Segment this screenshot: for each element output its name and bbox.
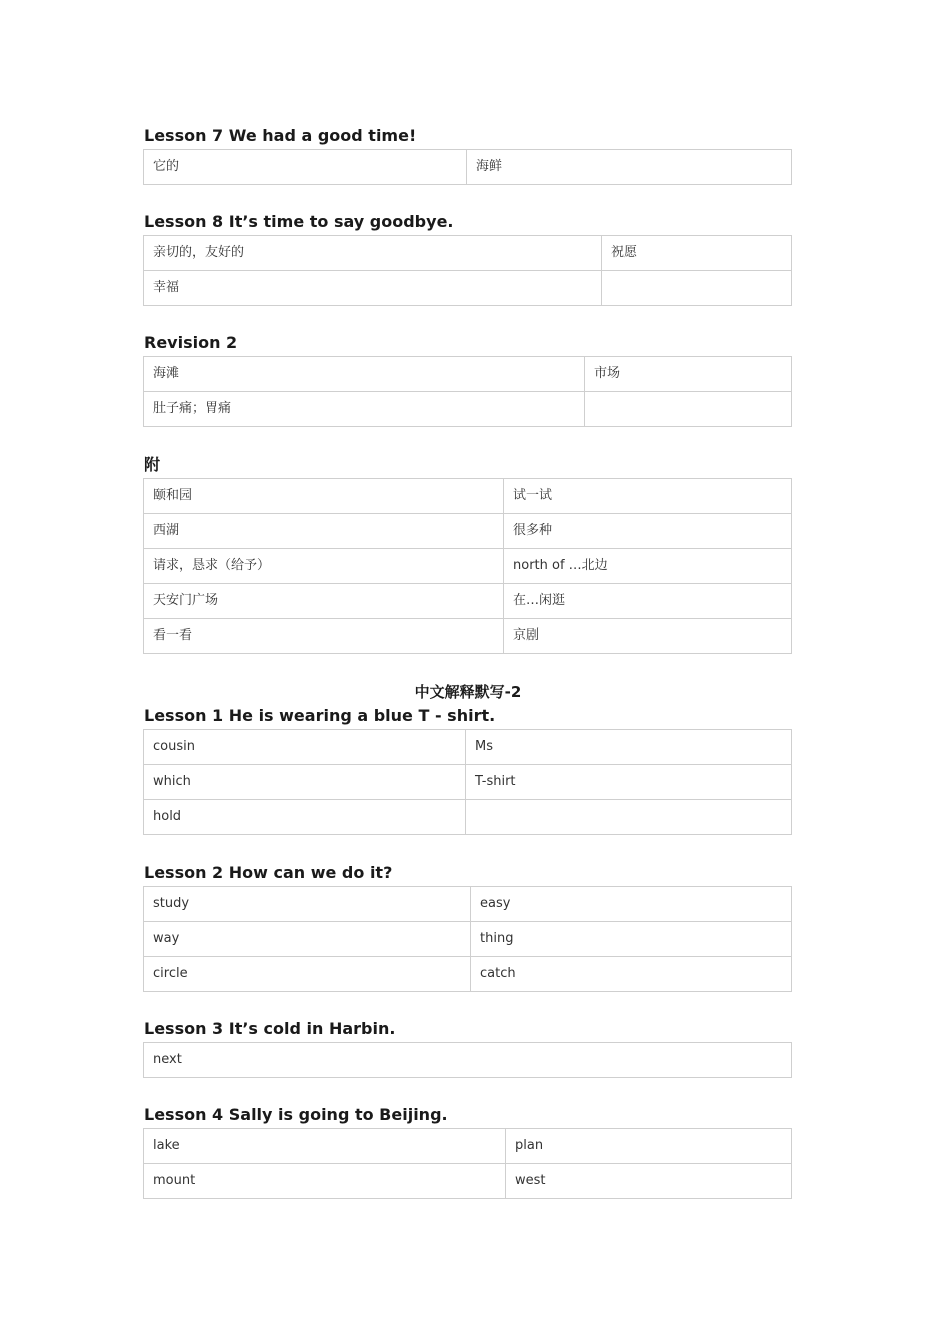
table-cell: way <box>144 922 471 957</box>
table-row <box>144 514 792 549</box>
table-row <box>144 150 792 185</box>
table-row <box>144 765 792 800</box>
vocab-table-lesson-2 <box>143 886 792 992</box>
table-cell: 请求，恳求（给予） <box>144 549 504 584</box>
table-cell: thing <box>471 922 792 957</box>
table-cell: north of …北边 <box>504 549 792 584</box>
section-heading-lesson-4: Lesson 4 Sally is going to Beijing. <box>144 1105 448 1124</box>
section-heading-lesson-3: Lesson 3 It’s cold in Harbin. <box>144 1019 396 1038</box>
table-cell: Ms <box>466 730 792 765</box>
table-cell: 在…闲逛 <box>504 584 792 619</box>
table-cell: 祝愿 <box>602 236 792 271</box>
vocab-table-lesson-1 <box>143 729 792 835</box>
table-row <box>144 392 792 427</box>
table-cell: 海鲜 <box>467 150 792 185</box>
vocab-table-lesson-3 <box>143 1042 792 1078</box>
table-cell: circle <box>144 957 471 992</box>
section-heading-lesson-1: Lesson 1 He is wearing a blue T - shirt. <box>144 706 496 725</box>
table-cell <box>466 800 792 835</box>
vocab-table-appendix <box>143 478 792 654</box>
vocab-table-lesson-8 <box>143 235 792 306</box>
table-row <box>144 887 792 922</box>
table-cell: next <box>144 1043 792 1078</box>
section-heading-lesson-2: Lesson 2 How can we do it? <box>144 863 393 882</box>
table-cell: 亲切的，友好的 <box>144 236 602 271</box>
table-cell <box>585 392 792 427</box>
table-cell: 海滩 <box>144 357 585 392</box>
table-row <box>144 271 792 306</box>
table-row <box>144 1043 792 1078</box>
table-cell: 京剧 <box>504 619 792 654</box>
vocab-table-lesson-7 <box>143 149 792 185</box>
table-cell: 天安门广场 <box>144 584 504 619</box>
table-cell: T-shirt <box>466 765 792 800</box>
table-cell: 试一试 <box>504 479 792 514</box>
section-heading-lesson-8: Lesson 8 It’s time to say goodbye. <box>144 212 454 231</box>
table-cell: hold <box>144 800 466 835</box>
table-row <box>144 1129 792 1164</box>
table-cell: west <box>506 1164 792 1199</box>
table-cell: 它的 <box>144 150 467 185</box>
section-heading-appendix: 附 <box>144 455 161 474</box>
table-cell: 西湖 <box>144 514 504 549</box>
table-row <box>144 800 792 835</box>
table-row <box>144 357 792 392</box>
table-cell: catch <box>471 957 792 992</box>
table-cell: 看一看 <box>144 619 504 654</box>
table-cell: 颐和园 <box>144 479 504 514</box>
table-cell: cousin <box>144 730 466 765</box>
table-cell: easy <box>471 887 792 922</box>
table-row <box>144 479 792 514</box>
table-row <box>144 236 792 271</box>
table-row <box>144 1164 792 1199</box>
table-cell: mount <box>144 1164 506 1199</box>
section-heading-revision-2: Revision 2 <box>144 333 238 352</box>
table-cell: lake <box>144 1129 506 1164</box>
section-heading-lesson-7: Lesson 7 We had a good time! <box>144 126 417 145</box>
table-cell: 肚子痛；胃痛 <box>144 392 585 427</box>
table-row <box>144 922 792 957</box>
vocab-table-revision-2 <box>143 356 792 427</box>
table-row <box>144 619 792 654</box>
table-row <box>144 730 792 765</box>
table-cell: 很多种 <box>504 514 792 549</box>
table-cell: 市场 <box>585 357 792 392</box>
table-cell: which <box>144 765 466 800</box>
table-row <box>144 549 792 584</box>
vocab-table-lesson-4 <box>143 1128 792 1199</box>
table-cell: plan <box>506 1129 792 1164</box>
part2-title: 中文解释默写-2 <box>414 683 522 701</box>
table-row <box>144 957 792 992</box>
table-cell: study <box>144 887 471 922</box>
table-cell <box>602 271 792 306</box>
table-row <box>144 584 792 619</box>
table-cell: 幸福 <box>144 271 602 306</box>
